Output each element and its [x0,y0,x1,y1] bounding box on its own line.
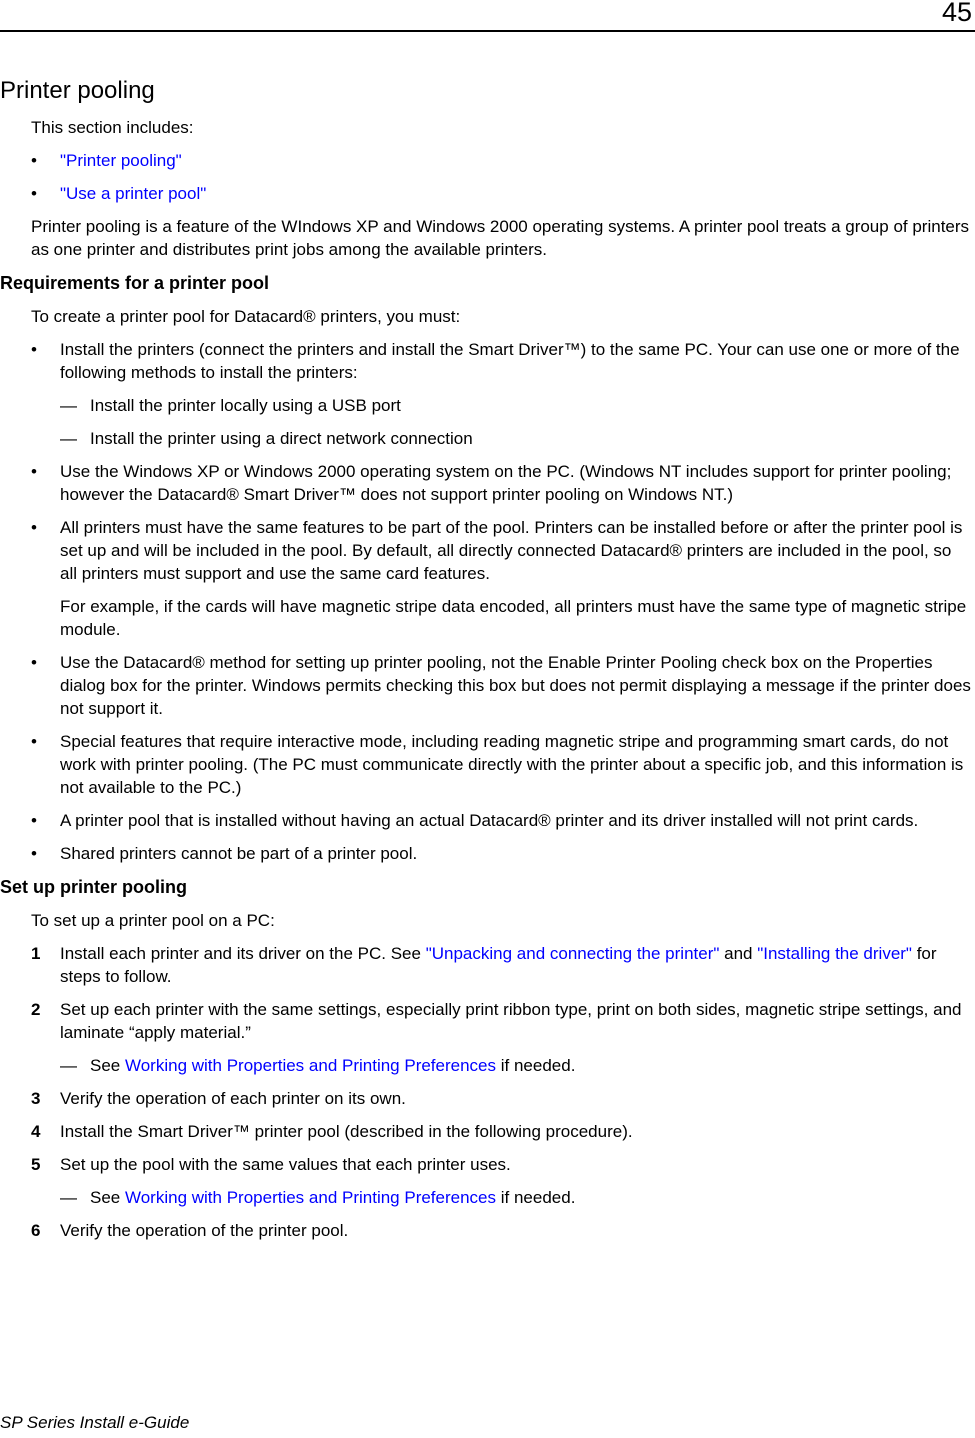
requirements-heading: Requirements for a printer pool [0,273,270,293]
requirement-subitem [0,427,972,450]
requirement-item [0,651,972,720]
step-number: 2 [31,1000,41,1019]
step-text: Verify the operation of each printer on its own. [60,1089,406,1108]
requirements-lead: To create a printer pool for Datacard® printers, you must: [31,307,461,326]
step-text: Verify the operation of the printer pool. [60,1221,349,1240]
dash-icon: — [60,429,77,448]
requirement-item [0,730,972,799]
bullet-icon: • [31,340,37,359]
bullet-icon: • [31,732,37,751]
requirement-text: A printer pool that is installed without having an actual Datacard® printer and its driver installed will not print cards. [60,811,919,830]
setup-heading: Set up printer pooling [0,877,187,897]
requirement-item [0,460,972,506]
bullet-icon: • [31,518,37,537]
requirement-text: All printers must have the same features to be part of the pool. Printers can be installed before or after the printer pool is set up and will be included in the pool. By default, all directly connected Datacard® printers are included in the pool, so all printers must support and use the same card features. [60,518,963,583]
dash-icon: — [60,1188,77,1207]
link-properties-preferences[interactable]: Working with Properties and Printing Preferences [124,1188,497,1207]
setup-step [0,1219,972,1242]
step-number: 5 [31,1155,41,1174]
subitem-text: if needed. [496,1188,576,1207]
requirement-item [0,338,972,384]
link-installing-driver[interactable]: "Installing the driver" [757,944,912,963]
bullet-icon: • [31,151,37,170]
setup-subitem [0,1186,972,1209]
setup-step [0,1087,972,1110]
requirement-text: Use the Windows XP or Windows 2000 operating system on the PC. (Windows NT includes support for printer pooling; however the Datacard® Smart Driver™ does not support printer pooling on Windows NT.) [60,462,952,504]
bullet-icon: • [31,184,37,203]
requirement-item [0,842,972,865]
step-number: 4 [31,1122,41,1141]
toc-item [0,182,972,205]
subitem-text: See [90,1188,125,1207]
requirement-item [0,516,972,585]
subitem-text: See [90,1056,125,1075]
subitem-text: Install the printer locally using a USB port [90,396,401,415]
step-number: 6 [31,1221,41,1240]
setup-step [0,942,972,988]
requirement-text: Shared printers cannot be part of a printer pool. [60,844,418,863]
bullet-icon: • [31,653,37,672]
toc-link-printer-pooling[interactable]: "Printer pooling" [60,151,182,170]
requirement-subitem [0,394,972,417]
dash-icon: — [60,1056,77,1075]
footer-title: SP Series Install e-Guide [0,1413,190,1432]
step-text: Set up each printer with the same settings, especially print ribbon type, print on both sides, magnetic stripe settings, and laminate “apply material.” [60,1000,962,1042]
intro-text: This section includes: [31,118,194,137]
step-text: for steps to follow. [60,944,937,986]
requirement-text: Special features that require interactive mode, including reading magnetic stripe and programming smart cards, do not work with printer pooling. (The PC must communicate directly with the printer about a specific job, and this information is not available to the PC.) [60,732,964,797]
subitem-text: Install the printer using a direct network connection [90,429,473,448]
toc-link-use-printer-pool[interactable]: "Use a printer pool" [60,184,207,203]
setup-step [0,1153,972,1176]
bullet-icon: • [31,811,37,830]
header-rule [0,30,975,32]
link-unpacking-connecting[interactable]: "Unpacking and connecting the printer" [425,944,720,963]
step-text: Install each printer and its driver on the PC. See [60,944,426,963]
requirement-note: For example, if the cards will have magnetic stripe data encoded, all printers must have the same type of magnetic stripe module. [60,597,967,639]
step-text: Set up the pool with the same values that each printer uses. [60,1155,511,1174]
subitem-text: if needed. [496,1056,576,1075]
bullet-icon: • [31,462,37,481]
setup-step [0,1120,972,1143]
toc-item [0,149,972,172]
requirement-item [0,809,972,832]
dash-icon: — [60,396,77,415]
step-text: and [719,944,758,963]
setup-step [0,998,972,1044]
overview-paragraph: Printer pooling is a feature of the WIndows XP and Windows 2000 operating systems. A printer pool treats a group of printers as one printer and distributes print jobs among the available printers. [31,217,970,259]
page-content [0,76,972,1252]
step-number: 1 [31,944,41,963]
step-number: 3 [31,1089,41,1108]
bullet-icon: • [31,844,37,863]
link-properties-preferences[interactable]: Working with Properties and Printing Preferences [124,1056,497,1075]
page-title: Printer pooling [0,77,155,104]
step-text: Install the Smart Driver™ printer pool (described in the following procedure). [60,1122,633,1141]
page-number: 45 [941,0,972,27]
requirement-text: Use the Datacard® method for setting up printer pooling, not the Enable Printer Pooling check box on the Properties dialog box for the printer. Windows permits checking this box but does not permit displaying a message if the printer does not support it. [60,653,971,718]
setup-lead: To set up a printer pool on a PC: [31,911,275,930]
requirement-text: Install the printers (connect the printers and install the Smart Driver™) to the same PC. Your can use one or more of the following methods to install the printers: [60,340,960,382]
setup-subitem [0,1054,972,1077]
